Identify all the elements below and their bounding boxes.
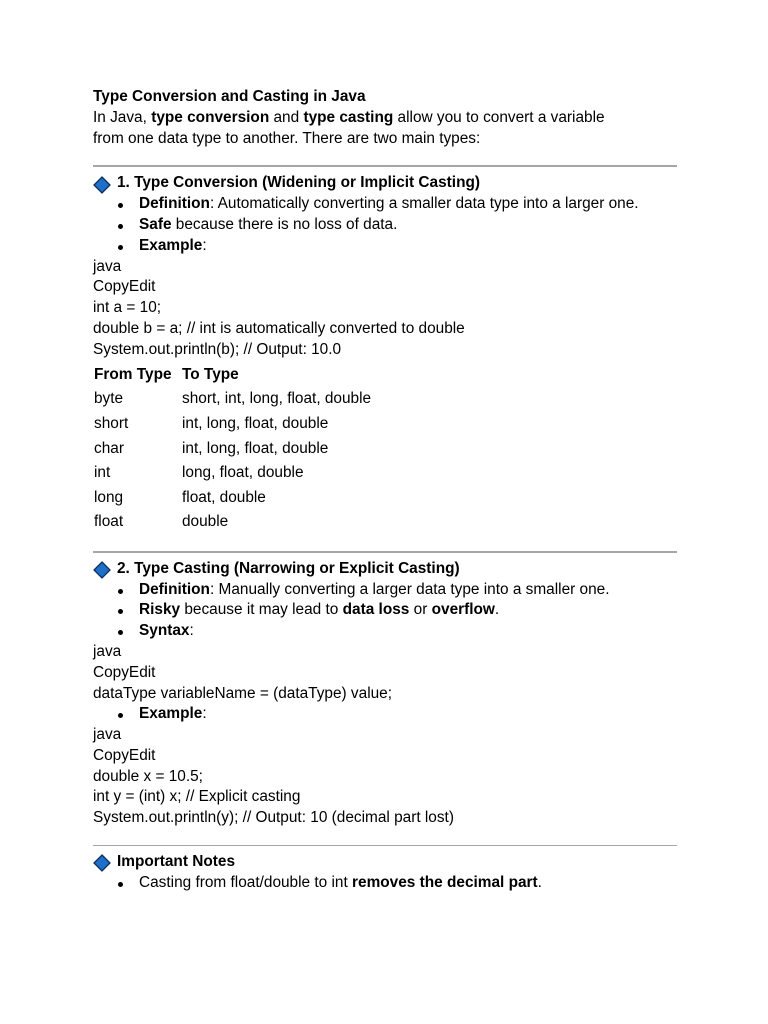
section-1-bullets [93,194,677,256]
section-1-title: 1. Type Conversion (Widening or Implicit Casting) [117,174,480,192]
table-cell: short [94,415,129,433]
syntax-code-block [93,642,677,704]
intro-line-2: from one data type to another. There are two main types: [93,129,481,147]
code-block-1 [93,257,677,361]
bullet-bold: overflow [431,601,495,619]
bullet-label: Definition [139,195,210,213]
code-lang: java [93,257,122,275]
table-cell: int [94,464,111,482]
table-row [94,412,371,437]
list-item [93,704,677,725]
table-cell: float, double [182,488,266,506]
bullet-label: Risky [139,601,181,619]
intro-line-1 [93,108,677,129]
code-line: System.out.println(b); // Output: 10.0 [93,340,342,358]
section-2-title: 2. Type Casting (Narrowing or Explicit Casting) [117,559,460,577]
bullet-text: : [202,705,207,723]
table-row [94,436,371,461]
table-row [94,486,371,511]
bullet-bold: data loss [342,601,410,619]
section-1-heading [93,173,677,194]
example-code-block [93,725,677,829]
intro-bold-conversion: type conversion [151,108,270,126]
copy-edit-label: CopyEdit [93,746,156,764]
bullet-label: Safe [139,215,172,233]
list-item [93,236,677,257]
code-line: double x = 10.5; [93,767,203,785]
intro-text: and [269,108,304,126]
conversion-table [94,363,371,535]
bullet-label: Definition [139,580,210,598]
intro-text: In Java, [93,108,152,126]
blue-diamond-icon [93,852,109,872]
table-cell: long [94,488,124,506]
table-row [94,510,371,535]
copy-edit-label: CopyEdit [93,663,156,681]
table-header-row [94,363,371,388]
table-cell: short, int, long, float, double [182,390,372,408]
section-3-bullets [93,873,677,894]
bullet-label: Example [139,705,203,723]
list-item [93,194,677,215]
section-2-heading [93,559,677,580]
document [93,87,677,894]
code-line: double b = a; // int is automatically converted to double [93,319,465,337]
blue-diamond-icon [93,174,109,194]
code-line: dataType variableName = (dataType) value; [93,684,393,702]
section-2-bullets-example [93,704,677,725]
bullet-text: because it may lead to [180,601,343,619]
intro-text: allow you to convert a variable [393,108,605,126]
table-row [94,461,371,486]
code-line: int y = (int) x; // Explicit casting [93,788,301,806]
table-header: From Type [94,365,172,383]
table-cell: int, long, float, double [182,439,329,457]
code-lang: java [93,726,122,744]
bullet-text: : Automatically converting a smaller data type into a larger one. [209,195,639,213]
list-item [93,873,677,894]
table-cell: double [182,513,229,531]
bullet-text: Casting from float/double to int [139,873,353,891]
bullet-text: or [409,601,432,619]
list-item [93,621,677,642]
list-item [93,215,677,236]
doc-title: Type Conversion and Casting in Java [93,88,366,105]
table-cell: long, float, double [182,464,304,482]
bullet-bold: removes the decimal part [352,873,538,891]
bullet-text: : Manually converting a larger data type into a smaller one. [209,580,610,598]
table-header: To Type [182,365,239,383]
table-row [94,387,371,412]
blue-diamond-icon [93,559,109,579]
bullet-text: because there is no loss of data. [171,215,398,233]
code-lang: java [93,642,122,660]
section-3-heading [93,852,677,873]
bullet-text: . [537,873,542,891]
table-cell: int, long, float, double [182,415,329,433]
bullet-label: Example [139,236,203,254]
list-item [93,600,677,621]
code-line: System.out.println(y); // Output: 10 (decimal part lost) [93,809,454,827]
bullet-label: Syntax [139,622,190,640]
table-cell: byte [94,390,124,408]
table-cell: char [94,439,124,457]
bullet-text: . [494,601,500,619]
copy-edit-label: CopyEdit [93,278,156,296]
table-cell: float [94,513,124,531]
code-line: int a = 10; [93,299,162,317]
section-2-bullets [93,580,677,642]
intro-bold-casting: type casting [303,108,394,126]
section-3-title: Important Notes [117,853,235,871]
list-item [93,580,677,601]
bullet-text: : [189,622,194,640]
bullet-text: : [202,236,207,254]
